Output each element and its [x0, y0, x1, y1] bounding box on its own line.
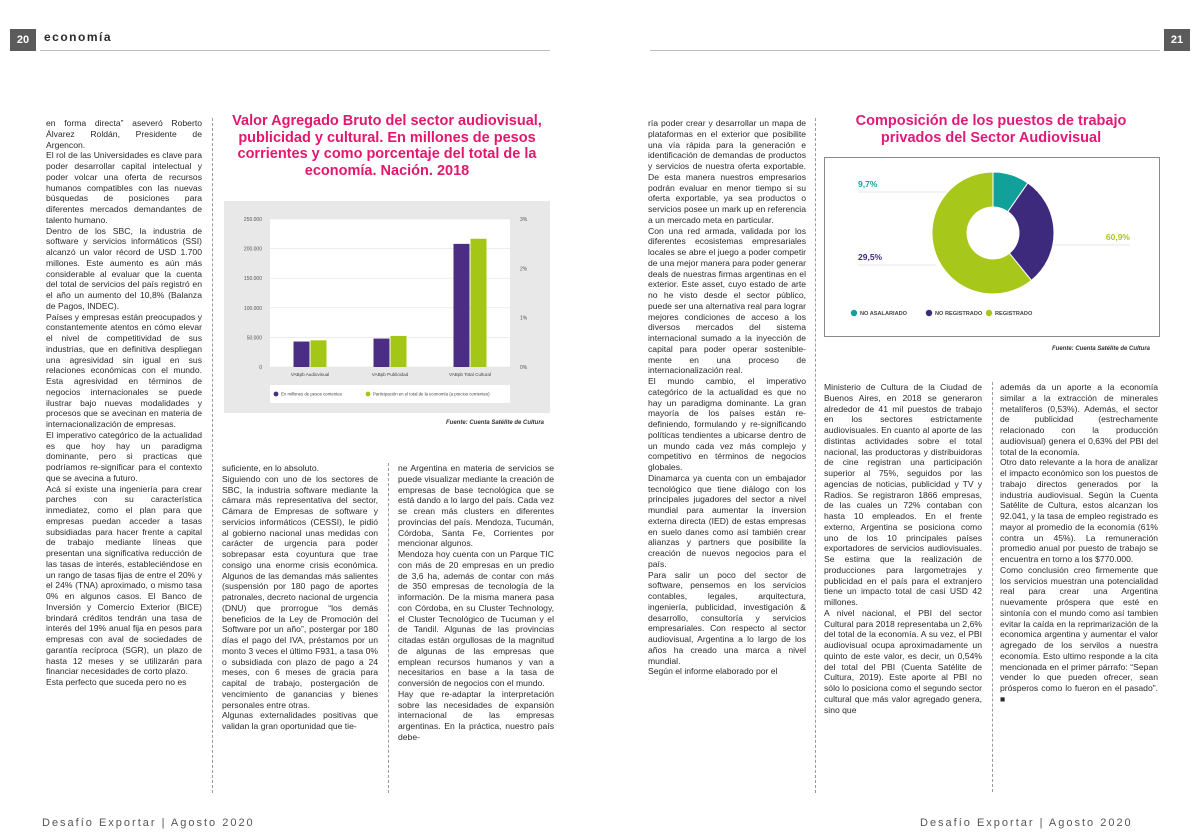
bar-chart: [224, 201, 550, 413]
y-left-tick-label: 250.000: [243, 217, 262, 223]
footer-left: Desafío Exportar | Agosto 2020: [42, 817, 255, 829]
paragraph: en forma directa” aseveró Roberto Álvarez Roldán, Presidente de Argencon.: [46, 118, 202, 150]
legend-label: NO ASALARIADO: [860, 311, 908, 318]
paragraph: Para salir un poco del sector de software, pensemos en los servicios contables, legales, arquitectura, ingeniería, publicidad, investigación & desarrollo, consultoría y servicios empresariales. Con respecto al sector audiovisual, Argentina a lo largo de los años ha creado una marca a nivel mundial.: [648, 569, 806, 666]
paragraph: Dinamarca ya cuenta con un embajador tecnológico que tiene diálogo con los principales jugadores del sector a nivel mundial para aumentar la inversion externa directa (IED) de estas empresas en suelo danes como así también crear alianzas y partners que posibilite la creación de nuevos negocios para el país.: [648, 472, 806, 569]
right-page-number: 21: [1164, 29, 1190, 51]
footer-right: Desafío Exportar | Agosto 2020: [920, 817, 1133, 829]
y-right-tick-label: 0%: [520, 365, 528, 371]
section-title: economía: [44, 30, 113, 44]
y-left-tick-label: 150.000: [243, 276, 262, 283]
bar-chart-source: Fuente: Cuenta Satélite de Cultura: [446, 420, 545, 426]
paragraph: ne Argentina en materia de servicios se puede visualizar mediante la creación de empresas de base tecnológica que se está dando a lo largo del país. Cada vez se crean más clusters en diferentes provincias del país. Mendoza, Tucumán, Córdoba, Santa Fe, Corrientes por mencionar algunos.: [398, 463, 554, 549]
column-4: [648, 118, 806, 798]
paragraph: Hay que re-adaptar la interpretación sobre las necesidades de expansión internacional de las empresas argentinas. En la práctica, nuestro país debe-: [398, 688, 554, 742]
column-1: [46, 118, 202, 798]
pie-chart-title: Composición de los puestos de trabajo privados del Sector Audiovisual: [855, 113, 1127, 146]
legend-marker: [274, 392, 279, 397]
y-left-tick-label: 200.000: [243, 246, 262, 253]
x-tick-label: VABpb Audiovisual: [290, 372, 330, 377]
value-label: 9,7%: [858, 179, 878, 189]
column-6: [1000, 382, 1158, 798]
paragraph: Dentro de los SBC, la industria de software y servicios informáticos (SSI) alcanzó un valor récord de USD 1.700 millones. Este aumento es aún más considerable al evaluar que la cuenta del total de servicios del país registró en el año un aumento del 10,8% (Balanza de Pagos, INDEC).: [46, 225, 202, 311]
paragraph: Acá sí existe una ingeniería para crear parches con su característica inmediatez, como el plan para que empresas puedan acceder a tasas subsidiadas para hacer frente a capital de trabajo mediante líneas que presentan una significativa reducción de las tasas de interés, estableciéndose en un rango de tasas fijas de entre el 20% y el 24% (TNA) aproximado, o mismo tasa 0% en algunos casos. El Banco de Inversión y Comercio Exterior (BICE) brindará créditos tendrán una tasa de interés del 19% anual fija en pesos para empresas con aval de sociedades de garantía recíproca (SGR), un plazo de hasta 12 meses y se utilizarán para financiar necesidades de corto plazo.: [46, 483, 202, 677]
column-divider: [815, 118, 816, 793]
paragraph: Algunas externalidades positivas que validan la gran oportunidad que tie-: [222, 710, 378, 731]
column-3: [398, 463, 554, 798]
legend-label: REGISTRADO: [995, 311, 1033, 318]
column-divider: [388, 463, 389, 793]
y-left-tick-label: 0: [259, 365, 262, 371]
bar-participacion: [311, 340, 327, 367]
legend-marker: [851, 310, 857, 316]
paragraph: El mundo cambio, el imperativo categórico de la actualidad es que no hay un paradigma dominante. La gran mayoría de los países están re-definiendo, formulando y re-significando políticas tendientes a ubicarse dentro de un mundo cada vez más complejo y competitivo en términos de negocios globales.: [648, 376, 806, 472]
legend-marker: [986, 310, 992, 316]
paragraph: Siguiendo con uno de los sectores de SBC, la industria software mediante la cámara más representativa del sector, Cámara de Empresas de software y servicios informáticos (CESSI), le pidió al gobierno nacional unas medidas con carácter de urgencia para poder sobrepasar esta coyuntura que trae consigo una enorme crisis económica. Algunos de las demandas más salientes (suspensión por 180 pago de aportes patronales, decreto nacional de urgencia (DNU) que prorrogue “los demás beneficios de la Ley de Promoción del Software por un año”, postergar por 180 días el pago del IVA, préstamos por un monto 3 veces el último F931, a tasa 0% o subsidiada con plazo de pago a 24 meses, con 6 meses de gracia para capital de trabajo, postergación de vencimiento de ganancias y bienes personales entre otras.: [222, 473, 378, 710]
left-page-number: 20: [10, 29, 36, 51]
bar-pesos: [374, 339, 390, 367]
bar-participacion: [471, 239, 487, 367]
y-right-tick-label: 3%: [520, 217, 528, 223]
paragraph: Ministerio de Cultura de la Ciudad de Buenos Aires, en 2018 se generaron alrededor de 41 mil puestos de trabajo en los sectores estrictamente audiovisuales. En cuanto al aporte de las distintas actividades sobre el total nacional, las productoras y distribuidoras de cine registran una participación superior al 75%, seguidos por las agencias de noticias, publicidad y TV y Radios. Se registraron 1866 empresas, de las cuales un 72% contaban con hasta 10 empleados. En el frente externo, Argentina se posiciona como uno de los 10 principales países exportadores de servicios audiovisuales. Se estima que la realización de producciones para largometrajes y publicidad en el país para el extranjero tiene un impacto total de casi USD 42 millones.: [824, 382, 982, 607]
paragraph: Según el informe elaborado por el: [648, 666, 778, 677]
y-right-tick-label: 1%: [520, 315, 528, 322]
bar-pesos: [454, 244, 470, 367]
bar-chart-title: Valor Agregado Bruto del sector audiovisual, publicidad y cultural. En millones de pesos corrientes y como porcentaje del total de la economía. Nación. 2018: [232, 113, 542, 179]
paragraph: El rol de las Universidades es clave para poder desarrollar capital intelectual y poder volcar una oferta de recursos humanos compatibles con las nuevas búsquedas de posiciones para diferentes mercados demandantes de talento humano.: [46, 150, 202, 225]
header-rule-left: [40, 50, 550, 51]
value-label: 60,9%: [1105, 232, 1130, 242]
legend-marker: [926, 310, 932, 316]
pie-chart-source: Fuente: Cuenta Satélite de Cultura: [1052, 346, 1151, 352]
column-divider: [992, 382, 993, 792]
bar-participacion: [391, 336, 407, 367]
paragraph: Países y empresas están preocupados y constantemente atentos en cómo elevar el nivel de competitividad de sus industrias, que en definitiva despliegan una agresividad sin igual en sus relaciones económicas con el mundo. Esta agresividad en términos de negocios internacionales se puede ilustrar bajo nuevas modalidades y procesos que se avecinan en materia de internacionalización de empresas.: [46, 311, 202, 429]
paragraph: Mendoza hoy cuenta con un Parque TIC con más de 20 empresas en un predio de 3,6 ha, además de contar con más de 350 empresas de tecnología de la información. De la misma manera pasa con Córdoba, en su Cluster Technology, el Cluster Tecnológico de Tucuman y el de Tandil. Algunas de las provincias citadas están orgullosas de la magnitud de algunas de las empresas que emplean recursos humanos y van a necesitarios en base a la tasa de conversión de negocios con el mundo.: [398, 549, 554, 688]
paragraph: A nivel nacional, el PBI del sector Cultural para 2018 representaba un 2,6% del total de la economía. A su vez, el PBI audiovisual ocupa aproximadamente un quinto de este valor, es decir, un 0,54% del total del PBI (Cuenta Satélite de Cultura, 2019). Este aporte al PBI no sólo lo posiciona como el segundo sector cultural que más valor agregado genera, sino que: [824, 607, 982, 715]
legend-label: NO REGISTRADO: [935, 311, 983, 318]
bar-pesos: [294, 342, 310, 367]
legend-marker: [366, 392, 371, 397]
paragraph: Como conclusión creo firmemente que los servicios muestran una potencialidad real para crear una Argentina nuevamente próspera que esté en sintonía con el mundo como así tambien evitar la caída en la reprimarización de la economica argentina y aumentar el valor agregado de los servilos a nuestra economía. Esto ultimo responde a la cita mencionada en el primer párrafo: “Sepan vender lo que pueden ofrecer, sean prósperos como lo fueron en el pasado”. ■: [1000, 564, 1158, 704]
y-left-tick-label: 100.000: [243, 305, 262, 312]
x-tick-label: VABpb Publicidad: [371, 372, 409, 377]
paragraph: Esta perfecto que suceda pero no es: [46, 677, 187, 687]
paragraph: Otro dato relevante a la hora de analizar el impacto económico son los puestos de trabajo directos generados por la industria audiovisual. Según la Cuenta Satélite de Cultura, estos alcanzan los 92.041, y la tasa de empleo registrado es mayor al promedio de la economía (61% contra un 45%). La remuneración promedio anual por puesto de trabajo se encuentra en torno a los $770.000.: [1000, 457, 1158, 564]
value-label: 29,5%: [858, 252, 883, 262]
header-rule-right: [650, 50, 1160, 51]
legend-label: En millones de pesos corrientes: [281, 391, 342, 397]
pie-chart: [824, 157, 1160, 337]
legend-label: Participación en el total de la economía (a precios corrientes): [373, 391, 490, 397]
column-divider: [212, 118, 213, 793]
column-2: [222, 463, 378, 798]
paragraph: Con una red armada, validada por los diferentes ecosistemas empresariales locales se abre el juego a poder competir de una mejor manera para poder generar deals de nuestras firmas argentinas en el exterior. Este asset, cuyo estado de arte no he visto desde el sector público, puede ser una alternativa real para lograr mejores condiciones de acceso a los diversos mercados del sistema internacional sumado a la inyección de capital para poder operar sosteniblemente en una proceso de internacionalización real.: [648, 225, 806, 376]
x-tick-label: VABpb Total Cultural: [449, 372, 491, 377]
column-5: [824, 382, 982, 798]
paragraph: El imperativo categórico de la actualidad es que hoy hay un paradigma dominante, pero si practicas que podríamos re-significar para el contexto que se avecina a futuro.: [46, 429, 202, 483]
paragraph: ría poder crear y desarrollar un mapa de plataformas en el exterior que posibilite una vía rápida para la generación e identificación de demandas de productos y servicios de nuestra oferta exportable. De esta manera nuestros empresarios podrán evaluar en menor tiempo si su oferta exportable, ya sea productos o servicios posee un mark up en referencia a un mercado meta en particular.: [648, 118, 806, 225]
y-right-tick-label: 2%: [520, 266, 528, 273]
y-left-tick-label: 50.000: [246, 335, 262, 342]
paragraph: suficiente, en lo absoluto.: [222, 463, 319, 473]
paragraph: además da un aporte a la economía similar a la extracción de minerales metalíferos (0,53%). Además, el sector de publicidad (estrechamente relacionado con la producción audiovisual) genera el 0,63% del PBI del total de la economía.: [1000, 382, 1158, 457]
